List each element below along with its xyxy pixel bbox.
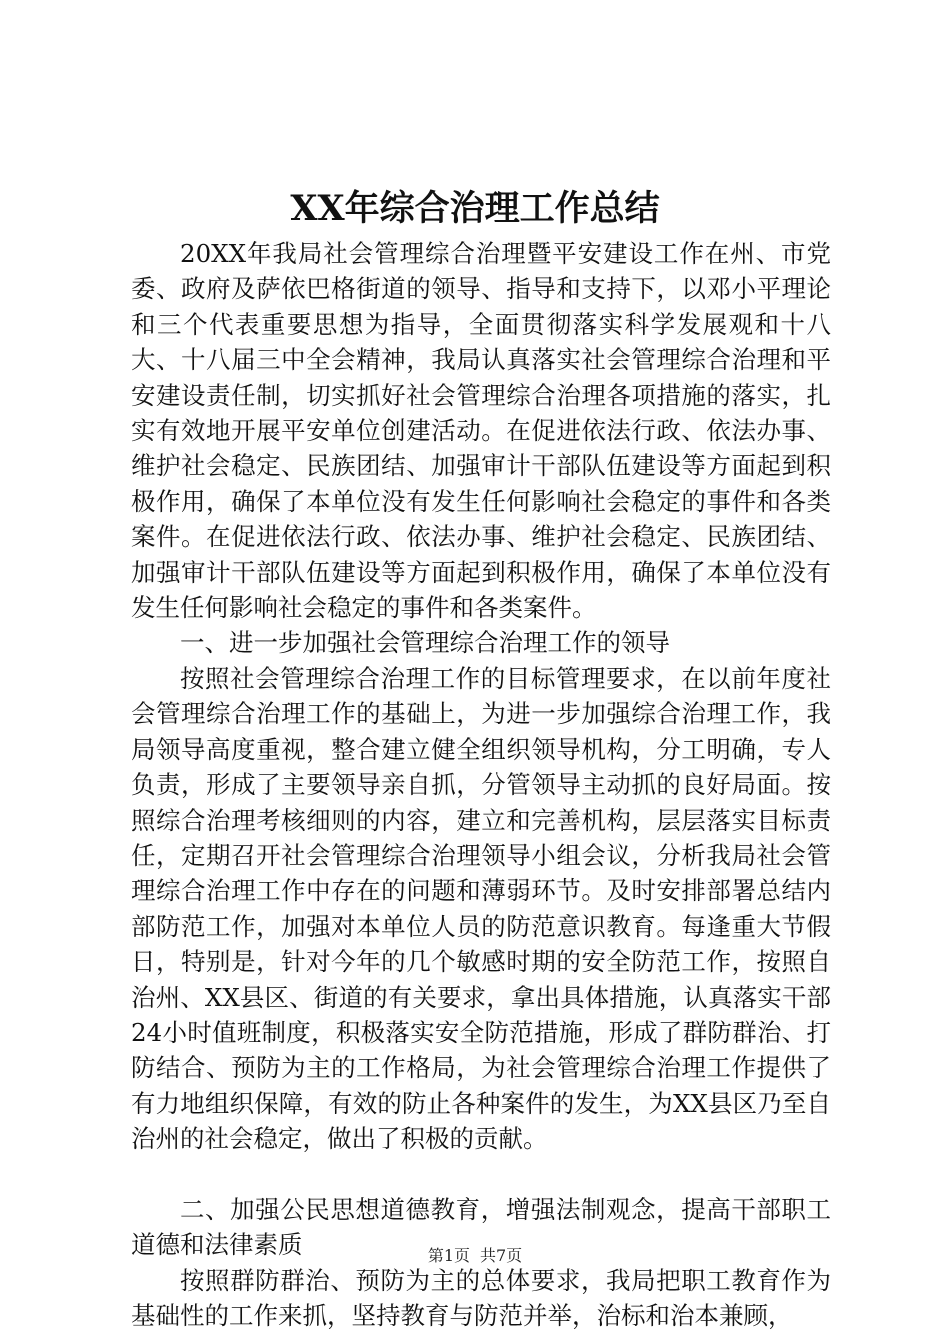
intro-paragraph: 20XX年我局社会管理综合治理暨平安建设工作在州、市党委、政府及萨依巴格街道的领导、指导和支持下，以邓小平理论和三个代表重要思想为指导，全面贯彻落实科学发展观和十八大、十八届三中全会精神，我局认真落实社会管理综合治理和平安建设责任制，切实抓好社会管理综合治理各项措施的落实，扎实有效地开展平安单位创建活动。在促进依法行政、依法办事、维护社会稳定、民族团结、加强审计干部队伍建设等方面起到积极作用，确保了本单位没有发生任何影响社会稳定的事件和各类案件。在促进依法行政、依法办事、维护社会稳定、民族团结、加强审计干部队伍建设等方面起到积极作用，确保了本单位没有发生任何影响社会稳定的事件和各类案件。: [131, 239, 831, 623]
page-footer: [0, 1245, 950, 1267]
paragraph-spacer: [131, 1157, 831, 1192]
document-title: XX年综合治理工作总结: [290, 188, 660, 229]
section-heading-1: 一、进一步加强社会管理综合治理工作的领导: [180, 628, 670, 658]
document-body: [131, 236, 831, 1334]
section-heading-2: 二、加强公民思想道德教育，增强法制观念，提高干部职工道德和法律素质: [131, 1194, 831, 1260]
page-total: 共7页: [480, 1246, 523, 1265]
section-1-paragraph: 按照社会管理综合治理工作的目标管理要求，在以前年度社会管理综合治理工作的基础上，为进一步加强综合治理工作，我局领导高度重视，整合建立健全组织领导机构，分工明确，专人负责，形成了主要领导亲自抓，分管领导主动抓的良好局面。按照综合治理考核细则的内容，建立和完善机构，层层落实目标责任，定期召开社会管理综合治理领导小组会议，分析我局社会管理综合治理工作中存在的问题和薄弱环节。及时安排部署总结内部防范工作，加强对本单位人员的防范意识教育。每逢重大节假日，特别是，针对今年的几个敏感时期的安全防范工作，按照自治州、XX县区、街道的有关要求，拿出具体措施，认真落实干部24小时值班制度，积极落实安全防范措施，形成了群防群治、打防结合、预防为主的工作格局，为社会管理综合治理工作提供了有力地组织保障，有效的防止各种案件的发生，为XX县区乃至自治州的社会稳定，做出了积极的贡献。: [131, 663, 831, 1154]
section-2-paragraph: 按照群防群治、预防为主的总体要求，我局把职工教育作为基础性的工作来抓，坚持教育与防范并举，治标和治本兼顾，: [131, 1265, 831, 1331]
page-number: 第1页: [427, 1246, 470, 1265]
